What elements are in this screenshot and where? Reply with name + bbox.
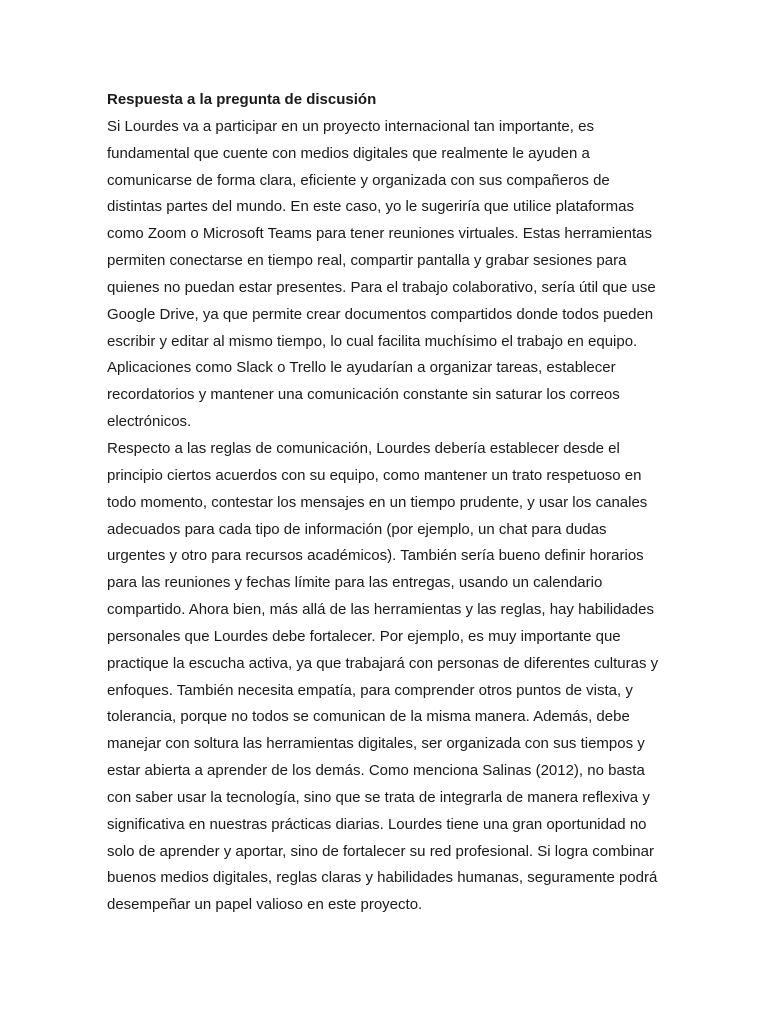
paragraph-2-line: significativa en nuestras prácticas diarias. Lourdes tiene una gran oportunidad no [107,815,647,833]
paragraph-2-line: para las reuniones y fechas límite para las entregas, usando un calendario [107,574,603,592]
paragraph-2-line: buenos medios digitales, reglas claras y habilidades humanas, seguramente podrá [107,869,658,887]
paragraph-1-line: escribir y editar al mismo tiempo, lo cual facilita muchísimo el trabajo en equipo. [107,332,638,350]
paragraph-1-line: permiten conectarse en tiempo real, compartir pantalla y grabar sesiones para [107,252,627,270]
paragraph-2-line: urgentes y otro para recursos académicos). También sería bueno definir horarios [107,547,644,565]
paragraph-1 [107,114,663,436]
paragraph-1-line: quienes no puedan estar presentes. Para el trabajo colaborativo, sería útil que use [107,278,656,296]
paragraph-1-line: como Zoom o Microsoft Teams para tener reuniones virtuales. Estas herramientas [107,225,652,243]
paragraph-1-line: fundamental que cuente con medios digitales que realmente le ayuden a [107,144,590,162]
paragraph-2-line: tolerancia, porque no todos se comunican de la misma manera. Además, debe [107,708,630,726]
paragraph-1-line: Google Drive, ya que permite crear documentos compartidos donde todos pueden [107,305,654,323]
paragraph-1-line: recordatorios y mantener una comunicación constante sin saturar los correos [107,386,620,404]
paragraph-2-line: todo momento, contestar los mensajes en un tiempo prudente, y usar los canales [107,493,648,511]
document-heading: Respuesta a la pregunta de discusión [107,91,377,108]
paragraph-1-line: distintas partes del mundo. En este caso, yo le sugeriría que utilice plataformas [107,198,634,216]
paragraph-1-line: Si Lourdes va a participar en un proyecto internacional tan importante, es [107,117,594,135]
paragraph-2-line: adecuados para cada tipo de información (por ejemplo, un chat para dudas [107,520,607,538]
paragraph-2-line: estar abierta a aprender de los demás. Como menciona Salinas (2012), no basta [107,762,645,780]
paragraph-2-line: manejar con soltura las herramientas digitales, ser organizada con sus tiempos y [107,735,645,753]
paragraph-2-line: con saber usar la tecnología, sino que se trata de integrarla de manera reflexiva y [107,788,650,806]
paragraph-2-line: desempeñar un papel valioso en este proyecto. [107,896,423,914]
paragraph-2-line: personales que Lourdes debe fortalecer. Por ejemplo, es muy importante que [107,627,621,645]
paragraph-2-line: enfoques. También necesita empatía, para comprender otros puntos de vista, y [107,681,633,699]
paragraph-2-line: practique la escucha activa, ya que trabajará con personas de diferentes culturas y [107,654,659,672]
paragraph-2-line: principio ciertos acuerdos con su equipo, como mantener un trato respetuoso en [107,466,642,484]
paragraph-1-line: comunicarse de forma clara, eficiente y organizada con sus compañeros de [107,171,610,189]
document-body [107,87,663,919]
paragraph-1-line: electrónicos. [107,413,192,431]
paragraph-1-line: Aplicaciones como Slack o Trello le ayudarían a organizar tareas, establecer [107,359,616,377]
paragraph-2-line: Respecto a las reglas de comunicación, Lourdes debería establecer desde el [107,439,620,457]
paragraph-2-line: compartido. Ahora bien, más allá de las herramientas y las reglas, hay habilidades [107,601,654,619]
paragraph-2 [107,436,663,919]
paragraph-2-line: solo de aprender y aportar, sino de fortalecer su red profesional. Si logra combinar [107,842,654,860]
